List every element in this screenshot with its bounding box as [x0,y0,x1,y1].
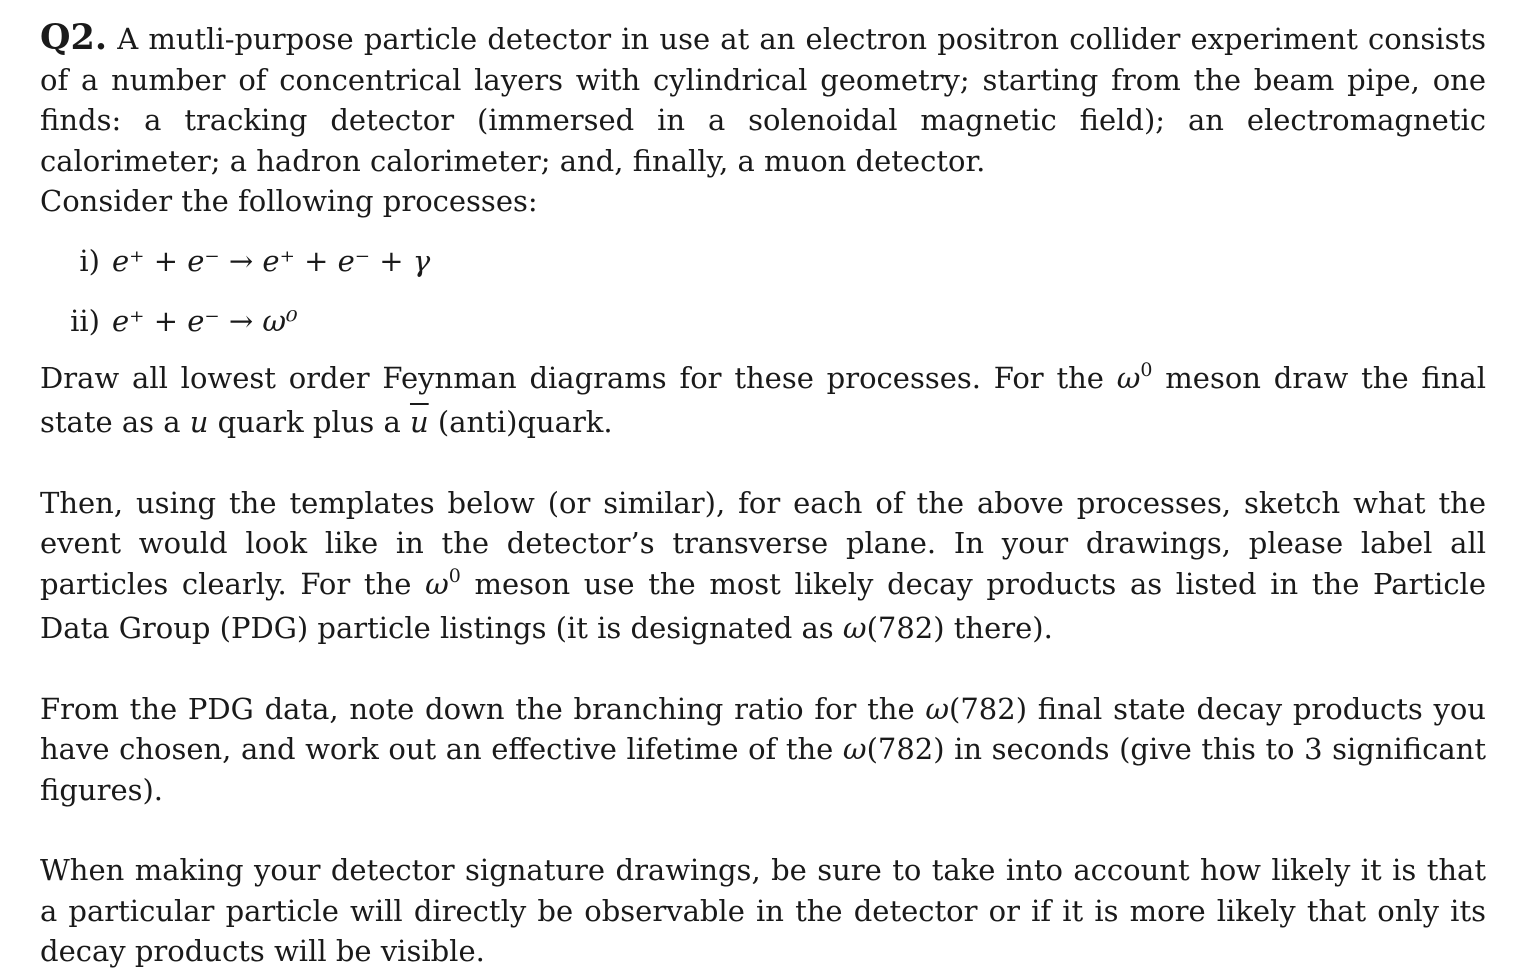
text-span: (anti)quark. [428,405,613,439]
text-span: Draw all lowest order Feynman diagrams for these processes. For the [40,360,1117,395]
text-span: Then, using the templates below (or similar), for each of the above processes, sketch what the event would look like in the detector’s transverse plane. In your drawings, please label all particles clearly. For the [40,485,1486,601]
text-span: When making your detector signature drawings, be sure to take into account how likely it is that a particular particle will directly be observable in the detector or if it is more likely that only its decay products will be visible. [40,853,1486,968]
consider-line [40,181,1486,222]
text-span: (782) in seconds (give this to 3 significant figures). [40,732,1486,807]
process-item [40,292,1486,352]
text-span: From the PDG data, note down the branching ratio for the [40,691,926,726]
intro-paragraph [40,18,1486,181]
consider-text: Consider the following processes: [40,184,538,218]
text-span: meson use the most likely decay products as listed in the Particle Data Group (PDG) particle listings (it is designated as [40,566,1486,645]
process-list [40,232,1486,352]
question-number: Q2. [40,17,108,58]
omega-symbol: ω [842,611,867,645]
process-equation: e⁺ + e⁻ → e⁺ + e⁻ + γ [112,244,431,279]
sketch-paragraph [40,483,1486,649]
omega-symbol: ω [925,691,950,726]
superscript: 0 [1140,358,1153,381]
omega-symbol: ω [842,732,867,766]
text-span: (782) final state decay products you have chosen, and work out an effective lifetime of the [40,691,1486,766]
final-paragraph [40,850,1486,972]
anti-u-quark-symbol: $\overline{u}$ [409,405,429,439]
process-label: ii) [70,304,100,339]
u-quark-symbol: u [189,405,209,439]
process-item [40,232,1486,292]
intro-text: A mutli-purpose particle detector in use at an electron positron collider experiment consists of a number of concentrical layers with cylindrical geometry; starting from the beam pipe, one finds: a tracking detector (immersed in a solenoidal magnetic field); an electromagnetic calorimeter; a hadron calorimeter; and, finally, a muon detector. [40,22,1486,178]
process-label: i) [79,244,100,279]
pdg-paragraph [40,689,1486,811]
omega-symbol: ω [425,566,449,601]
text-span: quark plus a [208,405,410,439]
feynman-paragraph [40,358,1486,443]
process-equation: e⁺ + e⁻ → ω⁰ [112,304,298,339]
question-page [40,18,1486,972]
text-span: meson draw the final state as a [40,360,1486,439]
omega-symbol: ω [1116,360,1141,395]
superscript: 0 [448,564,461,587]
text-span: (782) there). [866,611,1053,645]
